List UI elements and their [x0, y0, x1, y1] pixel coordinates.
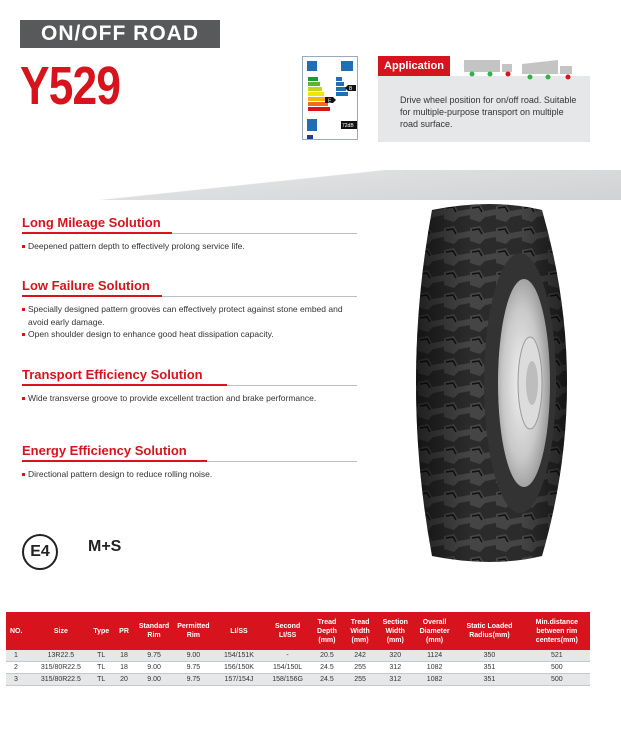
col-size: Size: [33, 612, 89, 650]
application-description: Drive wheel position for on/off road. Suitable for multiple-purpose transport on multiple road surface.: [378, 76, 590, 142]
col-second-li-ss: Second LI/SS: [265, 612, 311, 650]
highway-truck-icon: [460, 56, 518, 78]
application-tab: Application: [378, 56, 450, 76]
model-title: Y529: [20, 56, 121, 116]
section-title: Long Mileage Solution: [22, 215, 161, 230]
section-title: Transport Efficiency Solution: [22, 367, 203, 382]
bullet-item: Deepened pattern depth to effectively prolong service life.: [22, 240, 357, 253]
col-permitted-rim: Permitted Rim: [174, 612, 213, 650]
col-type: Type: [89, 612, 114, 650]
table-row: 3 315/80R22.5 TL 20 9.00 9.75 157/154J 158/156G 24.5 255 312 1082 351 500: [6, 674, 590, 686]
dump-truck-icon: [518, 56, 580, 82]
svg-text:72dB: 72dB: [342, 123, 354, 129]
fuel-icon: [307, 61, 317, 71]
e4-certification-icon: E4: [22, 534, 58, 570]
col-no: NO.: [6, 612, 33, 650]
section-title: Low Failure Solution: [22, 278, 150, 293]
col-standard-rim: Standard Rim: [134, 612, 173, 650]
wet-grip-icon: [341, 61, 353, 71]
col-section-width: Section Width (mm): [377, 612, 414, 650]
eu-tyre-label: [302, 56, 358, 140]
section-long-mileage: [22, 214, 357, 253]
section-low-failure: [22, 277, 357, 341]
eu-flag-icon: [307, 135, 313, 139]
bullet-item: Directional pattern design to reduce rolling noise.: [22, 468, 357, 481]
col-li-ss: LI/SS: [213, 612, 265, 650]
divider-band: [0, 170, 621, 200]
section-title: Energy Efficiency Solution: [22, 443, 187, 458]
svg-text:B: B: [349, 86, 353, 92]
table-header-row: [6, 612, 590, 650]
bullet-item: Specially designed pattern grooves can effectively protect against stone embed and avoid early damage.: [22, 303, 357, 328]
section-transport-efficiency: [22, 366, 357, 405]
specs-table: [6, 612, 590, 686]
noise-icon: [307, 119, 317, 131]
col-overall-diameter: Overall Diameter (mm): [414, 612, 455, 650]
bullet-item: Wide transverse groove to provide excellent traction and brake performance.: [22, 392, 357, 405]
tire-image: [392, 202, 592, 564]
col-pr: PR: [114, 612, 135, 650]
col-tread-width: Tread Width (mm): [344, 612, 377, 650]
mud-snow-mark: M+S: [88, 538, 122, 555]
category-badge: ON/OFF ROAD: [20, 20, 220, 48]
bullet-item: Open shoulder design to enhance good heat dissipation capacity.: [22, 328, 357, 341]
col-tread-depth: Tread Depth (mm): [310, 612, 343, 650]
table-row: 2 315/80R22.5 TL 18 9.00 9.75 156/150K 154/150L 24.5 255 312 1082 351 500: [6, 662, 590, 674]
table-row: 1 13R22.5 TL 18 9.75 9.00 154/151K - 20.5 242 320 1124 350 521: [6, 650, 590, 662]
section-energy-efficiency: [22, 442, 357, 481]
svg-text:E: E: [328, 98, 332, 105]
col-min-distance: Min.distance between rim centers(mm): [524, 612, 590, 650]
rating-bars: [308, 77, 348, 111]
col-static-loaded-radius: Static Loaded Radius(mm): [455, 612, 523, 650]
